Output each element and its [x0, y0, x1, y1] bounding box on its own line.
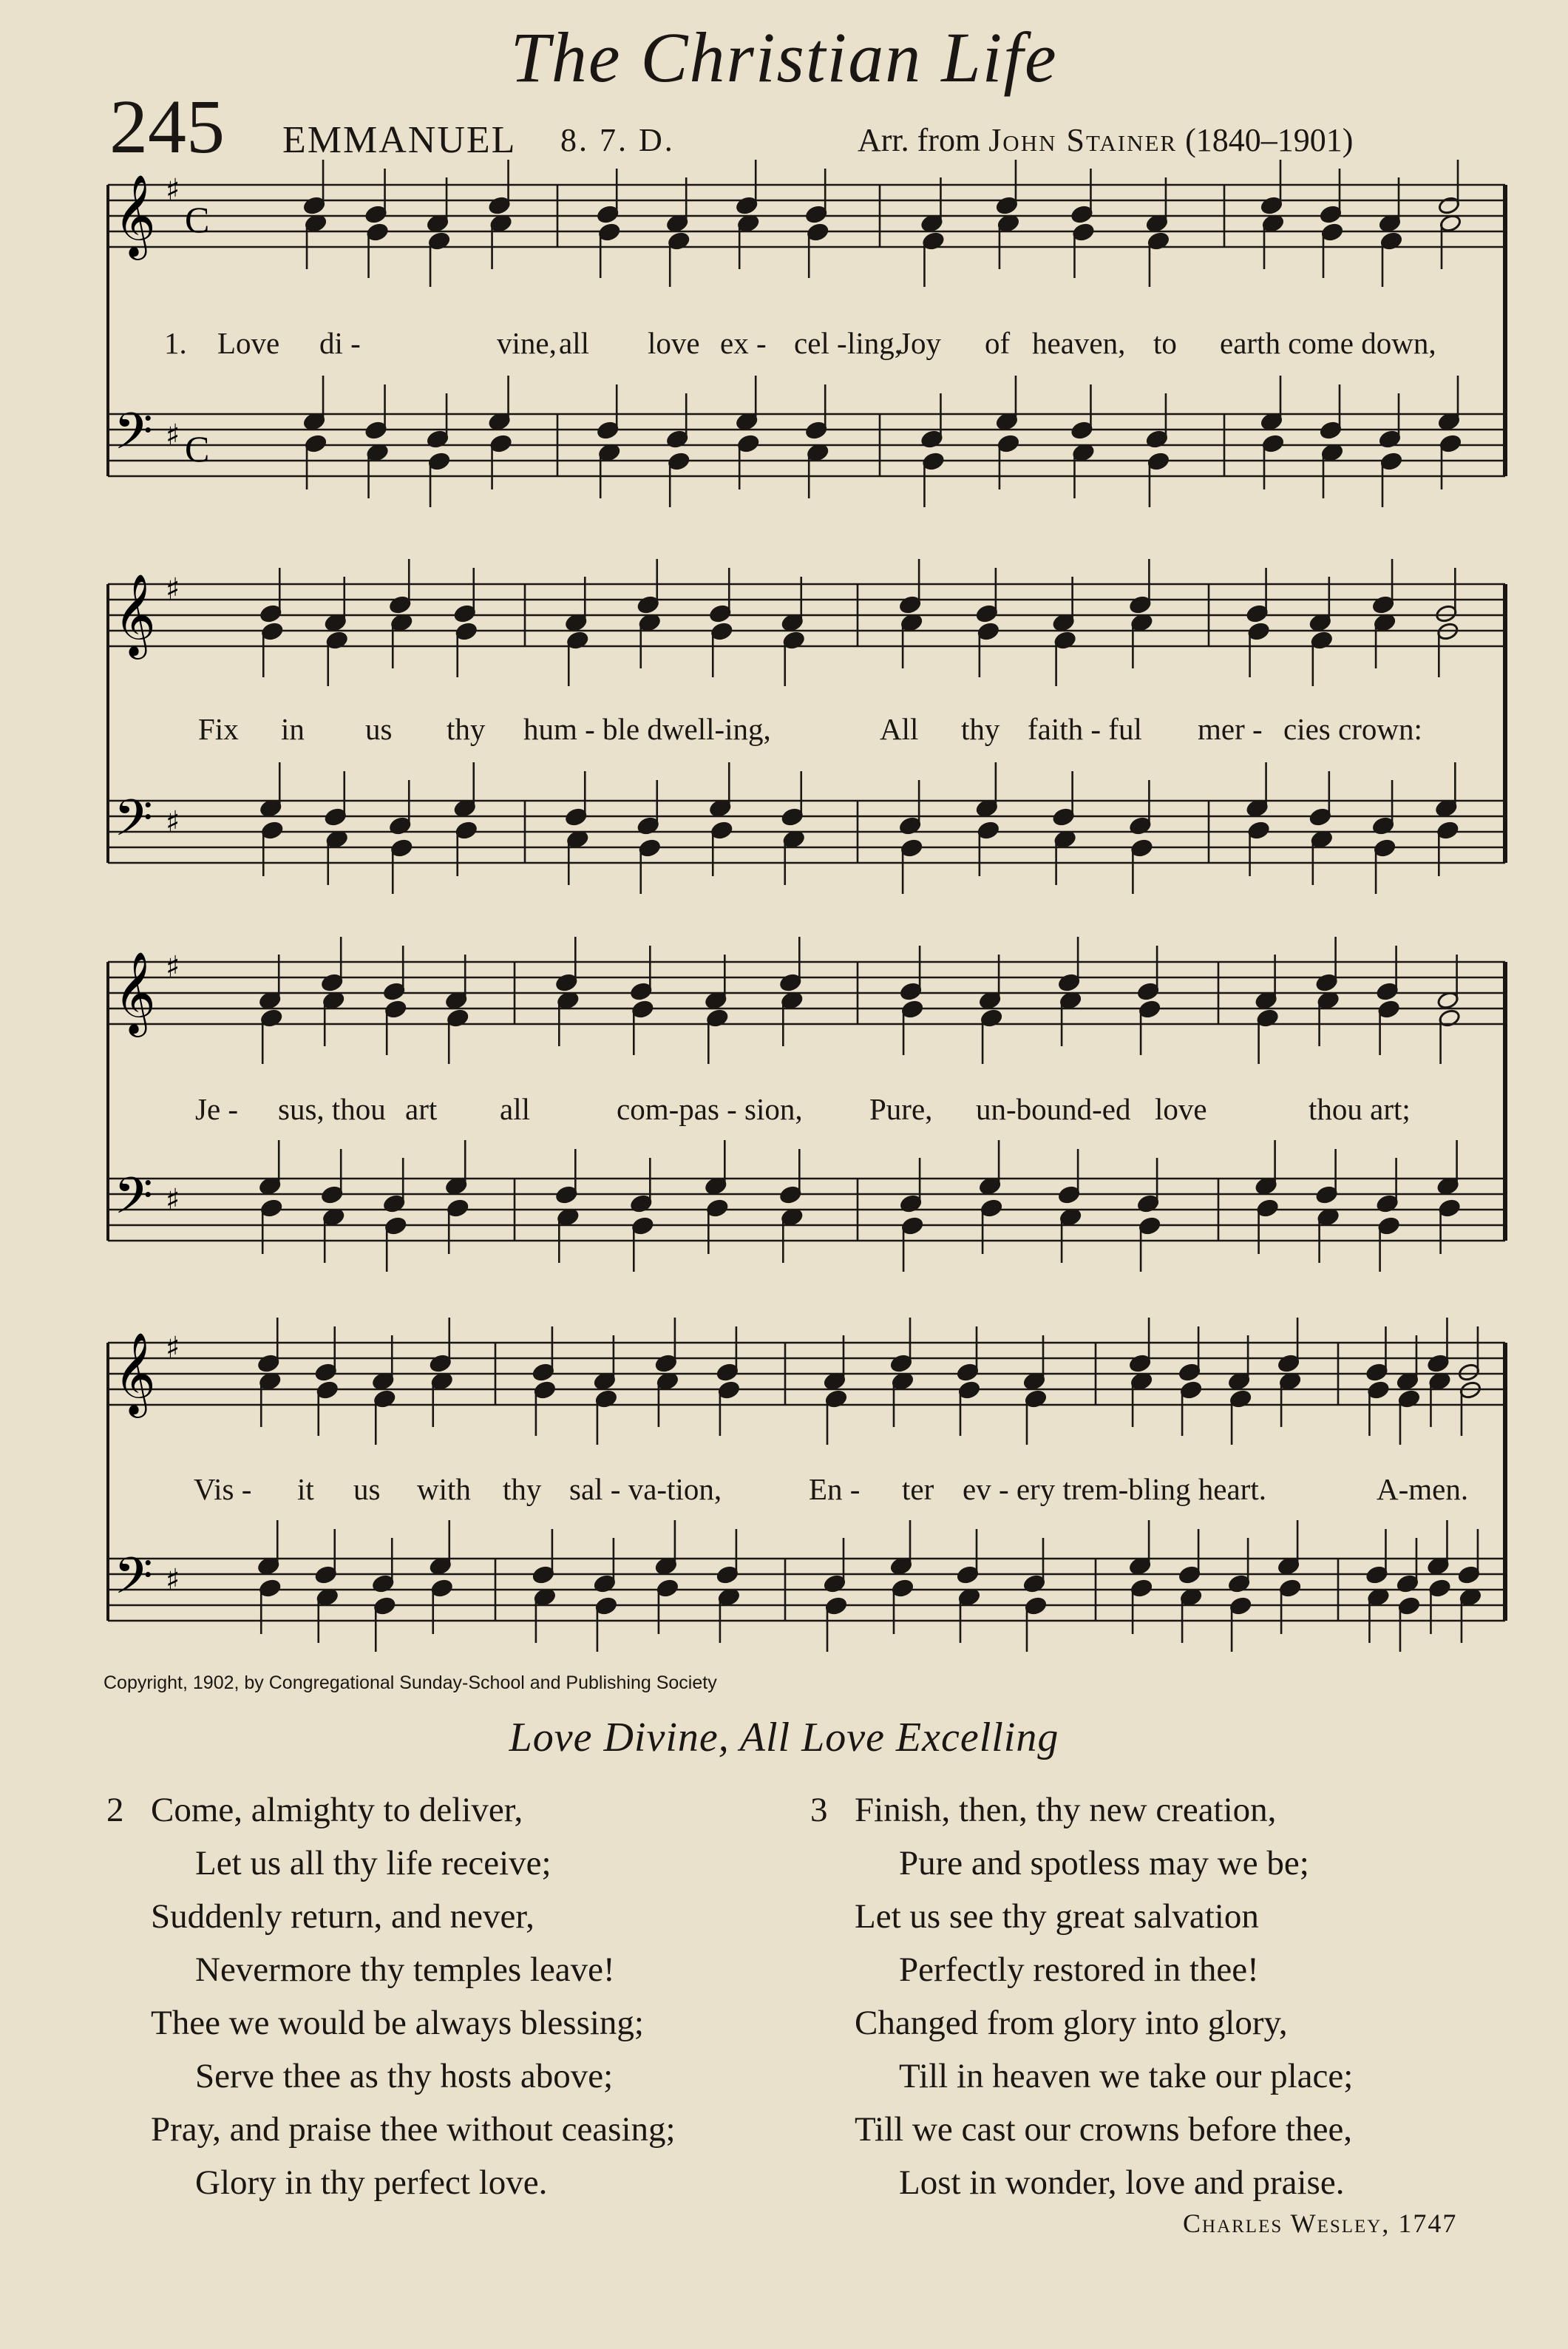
lyric-syllable: En - [809, 1472, 861, 1506]
lyric-syllable: A-men. [1377, 1472, 1469, 1506]
lyric-syllable: Vis - [194, 1472, 252, 1506]
stanza-line: Come, almighty to deliver, [151, 1791, 523, 1829]
time-signature: C [185, 199, 210, 240]
lyric-syllable: earth come down, [1220, 326, 1436, 360]
stanza-line: Perfectly restored in thee! [899, 1950, 1259, 1989]
lyric-syllable: love [648, 326, 700, 360]
sharp-sign: ♯ [166, 950, 180, 984]
stanza-line: Finish, then, thy new creation, [855, 1791, 1277, 1829]
lyric-syllable: with [417, 1472, 471, 1506]
stanza-line: Thee we would be always blessing; [151, 2004, 644, 2042]
lyric-syllable: thy [503, 1472, 542, 1506]
stanza-number: 2 [106, 1791, 124, 1829]
lyric-syllable: of [985, 326, 1011, 360]
lyric-syllable: com-pas - sion, [617, 1092, 803, 1126]
bass-clef: 𝄢 [114, 1548, 153, 1618]
lyric-syllable: di - [319, 326, 361, 360]
sharp-sign: ♯ [166, 418, 180, 452]
stanza-line: Pray, and praise thee without ceasing; [151, 2110, 676, 2149]
stanza-line: Glory in thy perfect love. [195, 2163, 548, 2202]
lyric-syllable: thy [447, 712, 486, 746]
stanza-line: Pure and spotless may we be; [899, 1844, 1309, 1882]
lyric-syllable: cies crown: [1283, 712, 1422, 746]
time-signature: C [185, 428, 210, 470]
stanza-line: Serve thee as thy hosts above; [195, 2057, 614, 2095]
sharp-sign: ♯ [166, 805, 180, 839]
tune-name: EMMANUEL [282, 119, 517, 161]
sharp-sign: ♯ [166, 1563, 180, 1597]
sharp-sign: ♯ [166, 1331, 180, 1365]
lyric-syllable: all [559, 326, 589, 360]
stanza-line: Let us see thy great salvation [855, 1897, 1259, 1936]
treble-clef: 𝄞 [114, 174, 156, 257]
stanza-number: 3 [810, 1791, 828, 1829]
stanza-line: Lost in wonder, love and praise. [899, 2163, 1345, 2202]
treble-clef: 𝄞 [114, 1332, 156, 1414]
meter: 8. 7. D. [560, 122, 675, 158]
lyric-syllable: mer - [1198, 712, 1263, 746]
author-credit: Charles Wesley, 1747 [1183, 2209, 1458, 2238]
sharp-sign: ♯ [166, 1183, 180, 1217]
arranger-prefix: Arr. from [858, 122, 981, 158]
sharp-sign: ♯ [166, 572, 180, 606]
lyric-syllable: hum - ble dwell-ing, [523, 712, 771, 746]
lyric-syllable: sus, thou [278, 1092, 386, 1126]
section-title: The Christian Life [510, 18, 1058, 97]
stanza-line: Till in heaven we take our place; [899, 2057, 1354, 2095]
lyric-syllable: art [405, 1092, 438, 1126]
lyric-syllable: faith - ful [1028, 712, 1142, 746]
lyric-syllable: us [365, 712, 393, 746]
lyric-syllable: Je - [195, 1092, 239, 1126]
lyric-syllable: thy [961, 712, 1000, 746]
bass-clef: 𝄢 [114, 1167, 153, 1238]
lyric-syllable: heaven, [1032, 326, 1126, 360]
hymn-number: 245 [109, 84, 225, 169]
lyric-syllable: thou art; [1309, 1092, 1411, 1126]
stanza-line: Suddenly return, and never, [151, 1897, 534, 1936]
lyric-syllable: ling, [847, 326, 903, 360]
lyric-syllable: ex - [720, 326, 767, 360]
lyric-syllable: vine, [497, 326, 557, 360]
lyric-syllable: Love [217, 326, 280, 360]
lyric-syllable: love [1155, 1092, 1207, 1126]
lyric-syllable: it [297, 1472, 314, 1506]
lyric-syllable: All [880, 712, 919, 746]
stanza-2 [106, 1783, 676, 2209]
sharp-sign: ♯ [166, 173, 180, 207]
stanza-line: Changed from glory into glory, [855, 2004, 1288, 2042]
stanza-3 [810, 1783, 1354, 2209]
lyric-syllable: 1. [164, 326, 187, 360]
lyric-syllable: sal - va-tion, [569, 1472, 722, 1506]
lyric-syllable: us [353, 1472, 381, 1506]
stanza-line: Nevermore thy temples leave! [195, 1950, 615, 1989]
lyric-syllable: cel - [794, 326, 847, 360]
stanza-line: Till we cast our crowns before thee, [855, 2110, 1353, 2149]
lyric-syllable: in [281, 712, 305, 746]
hymn-title: Love Divine, All Love Excelling [509, 1715, 1059, 1760]
arranger-name: John Stainer [988, 122, 1178, 158]
lyric-syllable: Fix [198, 712, 239, 746]
lyric-syllable: all [500, 1092, 530, 1126]
lyric-syllable: ev - ery trem-bling heart. [963, 1472, 1266, 1506]
treble-clef: 𝄞 [114, 951, 156, 1034]
lyric-syllable: un-bound-ed [976, 1092, 1131, 1126]
copyright-notice: Copyright, 1902, by Congregational Sunday-School and Publishing Society [103, 1672, 717, 1693]
lyric-syllable: Pure, [869, 1092, 933, 1126]
treble-clef: 𝄞 [114, 573, 156, 656]
lyric-syllable: ter [902, 1472, 934, 1506]
bass-clef: 𝄢 [114, 403, 153, 473]
lyric-syllable: to [1153, 326, 1177, 360]
stanza-line: Let us all thy life receive; [195, 1844, 551, 1882]
lyric-syllable: Joy [899, 326, 941, 360]
bass-clef: 𝄢 [114, 790, 153, 860]
arranger-dates: (1840–1901) [1185, 122, 1354, 158]
